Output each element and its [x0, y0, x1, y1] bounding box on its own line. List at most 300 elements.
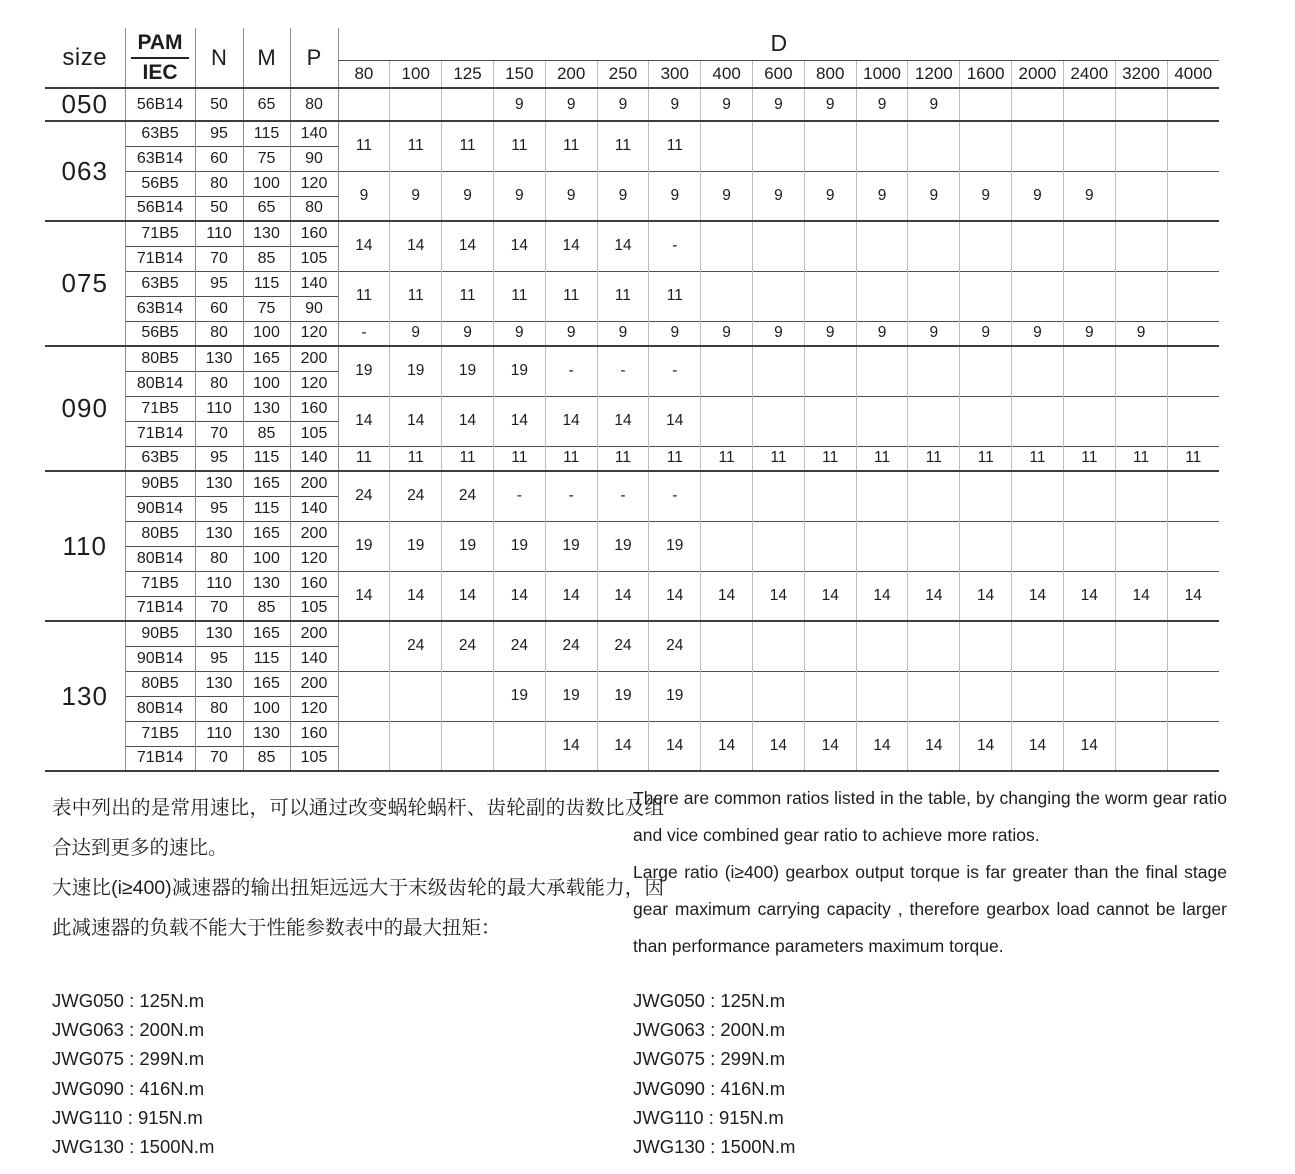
ratio-cell [804, 121, 856, 171]
ratio-cell [908, 471, 960, 521]
n-cell: 110 [195, 221, 243, 246]
ratio-cell: 19 [649, 671, 701, 721]
ratio-cell [1012, 271, 1064, 321]
ratio-cell: 19 [338, 346, 390, 396]
ratio-cell [1012, 521, 1064, 571]
ratio-cell: 14 [1115, 571, 1167, 621]
ratio-cell [1012, 621, 1064, 671]
ratio-cell [960, 88, 1012, 121]
d-column-header: 250 [597, 60, 649, 88]
ratio-cell: 9 [856, 171, 908, 221]
ratio-cell [1167, 121, 1219, 171]
col-header-d: D [338, 28, 1219, 60]
ratio-cell: 9 [597, 171, 649, 221]
n-cell: 60 [195, 296, 243, 321]
ratio-cell: 14 [753, 571, 805, 621]
ratio-cell: - [338, 321, 390, 346]
ratio-cell: 11 [908, 446, 960, 471]
d-column-header: 1600 [960, 60, 1012, 88]
ratio-cell: 14 [701, 571, 753, 621]
iec-label: IEC [142, 60, 178, 84]
ratio-cell: 14 [1167, 571, 1219, 621]
ratio-cell: 9 [960, 171, 1012, 221]
ratio-cell [390, 671, 442, 721]
m-cell: 130 [243, 721, 290, 746]
ratio-cell: 9 [908, 88, 960, 121]
p-cell: 105 [290, 421, 338, 446]
ratio-cell [960, 221, 1012, 271]
d-column-header: 300 [649, 60, 701, 88]
ratio-cell: 14 [390, 221, 442, 271]
table-row [45, 721, 1219, 746]
torque-item: JWG130 : 1500N.m [52, 1136, 215, 1158]
ratio-cell [1115, 88, 1167, 121]
ratio-cell: 11 [1115, 446, 1167, 471]
d-column-header: 100 [390, 60, 442, 88]
ratio-cell: 19 [442, 346, 494, 396]
iec-cell: 56B5 [125, 171, 195, 196]
n-cell: 95 [195, 646, 243, 671]
ratio-cell: 24 [442, 621, 494, 671]
ratio-cell [1012, 471, 1064, 521]
table-body [45, 88, 1219, 771]
ratio-cell [753, 471, 805, 521]
d-column-header: 800 [804, 60, 856, 88]
ratio-cell: 9 [701, 171, 753, 221]
size-group-label: 130 [45, 621, 125, 771]
ratio-cell: 11 [753, 446, 805, 471]
d-column-header: 400 [701, 60, 753, 88]
ratio-cell: 9 [753, 321, 805, 346]
ratio-cell: 9 [856, 88, 908, 121]
ratio-cell: 11 [804, 446, 856, 471]
ratio-cell [701, 221, 753, 271]
ratio-cell: 14 [545, 221, 597, 271]
ratio-cell: 9 [545, 88, 597, 121]
iec-cell: 71B14 [125, 596, 195, 621]
ratio-cell: 19 [493, 521, 545, 571]
ratio-cell [960, 346, 1012, 396]
n-cell: 80 [195, 696, 243, 721]
ratio-cell [1167, 521, 1219, 571]
ratio-cell: 14 [545, 396, 597, 446]
d-column-header: 4000 [1167, 60, 1219, 88]
ratio-cell: 11 [442, 446, 494, 471]
ratio-cell: 19 [649, 521, 701, 571]
size-group-label: 050 [45, 88, 125, 121]
ratio-cell [1063, 271, 1115, 321]
p-cell: 90 [290, 146, 338, 171]
torque-item: JWG110 : 915N.m [633, 1106, 784, 1128]
ratio-cell: 11 [649, 446, 701, 471]
m-cell: 115 [243, 271, 290, 296]
n-cell: 130 [195, 621, 243, 646]
ratio-cell [1012, 221, 1064, 271]
p-cell: 160 [290, 721, 338, 746]
iec-cell: 90B5 [125, 471, 195, 496]
m-cell: 115 [243, 121, 290, 146]
iec-cell: 71B14 [125, 746, 195, 771]
ratio-cell: 9 [804, 171, 856, 221]
ratio-cell [1115, 346, 1167, 396]
iec-cell: 63B14 [125, 146, 195, 171]
ratio-cell: - [597, 471, 649, 521]
ratio-cell: 11 [545, 271, 597, 321]
ratio-cell: 9 [338, 171, 390, 221]
d-column-header: 150 [493, 60, 545, 88]
ratio-cell: 11 [493, 446, 545, 471]
m-cell: 75 [243, 296, 290, 321]
n-cell: 130 [195, 471, 243, 496]
n-cell: 70 [195, 746, 243, 771]
ratio-cell [804, 621, 856, 671]
ratio-cell: 11 [442, 121, 494, 171]
n-cell: 70 [195, 246, 243, 271]
ratio-cell [701, 521, 753, 571]
n-cell: 80 [195, 371, 243, 396]
ratio-cell [1167, 396, 1219, 446]
m-cell: 165 [243, 346, 290, 371]
table-row [45, 521, 1219, 546]
n-cell: 50 [195, 196, 243, 221]
ratio-cell [960, 396, 1012, 446]
p-cell: 140 [290, 496, 338, 521]
ratio-cell [804, 671, 856, 721]
ratio-cell [701, 621, 753, 671]
col-header-p: P [290, 28, 338, 88]
ratio-cell: 11 [960, 446, 1012, 471]
ratio-cell: 11 [338, 446, 390, 471]
ratio-cell: 9 [804, 88, 856, 121]
ratio-cell [753, 121, 805, 171]
ratio-cell [908, 521, 960, 571]
p-cell: 200 [290, 346, 338, 371]
ratio-cell [960, 671, 1012, 721]
d-column-header: 1200 [908, 60, 960, 88]
ratio-cell: 9 [597, 88, 649, 121]
iec-cell: 63B14 [125, 296, 195, 321]
ratio-cell [1115, 471, 1167, 521]
ratio-cell [804, 471, 856, 521]
ratio-cell [1063, 521, 1115, 571]
m-cell: 85 [243, 746, 290, 771]
ratio-cell: 11 [338, 271, 390, 321]
p-cell: 140 [290, 446, 338, 471]
pam-iec-divider [131, 57, 189, 59]
size-group-label: 063 [45, 121, 125, 221]
ratio-cell [908, 396, 960, 446]
ratio-cell: 14 [390, 571, 442, 621]
table-row [45, 446, 1219, 471]
torque-item: JWG090 : 416N.m [633, 1077, 786, 1099]
m-cell: 100 [243, 371, 290, 396]
ratio-cell: 14 [338, 221, 390, 271]
m-cell: 85 [243, 246, 290, 271]
ratio-cell: 14 [597, 396, 649, 446]
ratio-cell: 9 [908, 321, 960, 346]
ratio-cell: 14 [442, 396, 494, 446]
ratio-cell: 14 [597, 721, 649, 771]
ratio-cell: 14 [908, 721, 960, 771]
size-group-label: 110 [45, 471, 125, 621]
iec-cell: 80B14 [125, 696, 195, 721]
ratio-cell [442, 721, 494, 771]
p-cell: 120 [290, 321, 338, 346]
ratio-cell: 11 [856, 446, 908, 471]
ratio-cell [1167, 88, 1219, 121]
n-cell: 80 [195, 321, 243, 346]
ratio-cell [804, 396, 856, 446]
ratio-cell [390, 88, 442, 121]
torque-item: JWG090 : 416N.m [52, 1077, 205, 1099]
ratio-cell [1063, 121, 1115, 171]
m-cell: 115 [243, 496, 290, 521]
ratio-cell [1012, 121, 1064, 171]
ratio-cell: 9 [493, 171, 545, 221]
ratio-spec-table [45, 28, 1219, 772]
ratio-cell [1167, 471, 1219, 521]
table-row [45, 171, 1219, 196]
ratio-cell [1063, 471, 1115, 521]
ratio-cell: 9 [597, 321, 649, 346]
n-cell: 50 [195, 88, 243, 121]
size-group-label: 090 [45, 346, 125, 471]
ratio-cell: 11 [597, 446, 649, 471]
ratio-cell [338, 671, 390, 721]
ratio-cell: 24 [597, 621, 649, 671]
ratio-cell [804, 521, 856, 571]
ratio-cell [1115, 396, 1167, 446]
ratio-cell [701, 346, 753, 396]
ratio-cell [856, 396, 908, 446]
ratio-cell [1115, 171, 1167, 221]
table-header [45, 28, 1219, 88]
ratio-cell: 14 [493, 571, 545, 621]
ratio-cell [390, 721, 442, 771]
ratio-cell: 19 [597, 521, 649, 571]
ratio-cell: 14 [597, 571, 649, 621]
ratio-cell [856, 271, 908, 321]
m-cell: 165 [243, 621, 290, 646]
ratio-cell: 14 [442, 571, 494, 621]
iec-cell: 80B14 [125, 546, 195, 571]
ratio-cell [1115, 271, 1167, 321]
ratio-cell [856, 221, 908, 271]
ratio-cell [1167, 221, 1219, 271]
ratio-cell: 11 [649, 271, 701, 321]
ratio-cell [1012, 396, 1064, 446]
p-cell: 160 [290, 396, 338, 421]
p-cell: 120 [290, 696, 338, 721]
ratio-cell: 24 [390, 621, 442, 671]
m-cell: 130 [243, 396, 290, 421]
ratio-cell: 9 [856, 321, 908, 346]
iec-cell: 56B5 [125, 321, 195, 346]
p-cell: 160 [290, 221, 338, 246]
ratio-cell: 9 [493, 88, 545, 121]
table-row [45, 271, 1219, 296]
m-cell: 85 [243, 421, 290, 446]
ratio-cell [701, 471, 753, 521]
m-cell: 100 [243, 546, 290, 571]
table-row [45, 88, 1219, 121]
torque-item: JWG075 : 299N.m [633, 1048, 786, 1070]
n-cell: 110 [195, 571, 243, 596]
m-cell: 130 [243, 221, 290, 246]
ratio-cell [1115, 671, 1167, 721]
ratio-cell: 11 [493, 121, 545, 171]
m-cell: 115 [243, 646, 290, 671]
ratio-cell [338, 88, 390, 121]
pam-label: PAM [137, 31, 183, 55]
ratio-cell: 9 [493, 321, 545, 346]
ratio-cell: 11 [442, 271, 494, 321]
note-en-paragraph: There are common ratios listed in the table, by changing the worm gear ratio and vice combined gear ratio to achieve more ratios. [633, 788, 1227, 845]
d-column-header: 200 [545, 60, 597, 88]
ratio-cell: 14 [1063, 571, 1115, 621]
col-header-size: size [62, 43, 108, 71]
ratio-cell [753, 221, 805, 271]
ratio-cell: 9 [545, 321, 597, 346]
ratio-cell [753, 671, 805, 721]
iec-cell: 71B5 [125, 396, 195, 421]
ratio-cell: 9 [649, 88, 701, 121]
ratio-cell [1167, 171, 1219, 221]
m-cell: 100 [243, 171, 290, 196]
table-row [45, 221, 1219, 246]
ratio-cell: 11 [597, 121, 649, 171]
ratio-cell: 24 [390, 471, 442, 521]
ratio-cell: 14 [856, 721, 908, 771]
table-row [45, 321, 1219, 346]
m-cell: 130 [243, 571, 290, 596]
table-row [45, 396, 1219, 421]
ratio-cell: - [649, 471, 701, 521]
iec-cell: 63B5 [125, 271, 195, 296]
ratio-cell: 14 [1012, 571, 1064, 621]
p-cell: 120 [290, 371, 338, 396]
ratio-cell [1115, 221, 1167, 271]
col-header-n: N [195, 28, 243, 88]
table-row [45, 121, 1219, 146]
p-cell: 105 [290, 246, 338, 271]
n-cell: 95 [195, 121, 243, 146]
p-cell: 200 [290, 521, 338, 546]
ratio-cell [856, 346, 908, 396]
note-en-paragraph: Large ratio (i≥400) gearbox output torque is far greater than the final stage gear maximum carrying capacity , therefore gearbox load cannot be larger than performance parameters maximum torque. [633, 862, 1227, 956]
ratio-cell [753, 346, 805, 396]
m-cell: 65 [243, 196, 290, 221]
torque-list-left [52, 986, 214, 1161]
ratio-cell: 19 [545, 671, 597, 721]
n-cell: 80 [195, 546, 243, 571]
n-cell: 95 [195, 496, 243, 521]
ratio-cell: 24 [442, 471, 494, 521]
p-cell: 200 [290, 671, 338, 696]
torque-item: JWG063 : 200N.m [52, 1019, 205, 1041]
m-cell: 100 [243, 321, 290, 346]
m-cell: 85 [243, 596, 290, 621]
ratio-cell: 14 [442, 221, 494, 271]
ratio-cell: 11 [390, 121, 442, 171]
ratio-cell [753, 621, 805, 671]
ratio-cell: 14 [804, 721, 856, 771]
ratio-cell: 9 [545, 171, 597, 221]
ratio-cell [856, 621, 908, 671]
ratio-cell: 11 [545, 121, 597, 171]
ratio-cell: - [545, 346, 597, 396]
ratio-cell: 14 [804, 571, 856, 621]
iec-cell: 71B5 [125, 721, 195, 746]
ratio-cell: 14 [597, 221, 649, 271]
p-cell: 120 [290, 546, 338, 571]
ratio-cell: 11 [1012, 446, 1064, 471]
ratio-cell: 24 [545, 621, 597, 671]
iec-cell: 71B14 [125, 421, 195, 446]
ratio-cell [1167, 671, 1219, 721]
ratio-cell [1115, 521, 1167, 571]
d-column-header: 125 [442, 60, 494, 88]
ratio-cell [960, 621, 1012, 671]
ratio-cell: 19 [338, 521, 390, 571]
note-cn-paragraph: 大速比(i≥400)减速器的输出扭矩远远大于末级齿轮的最大承载能力，因此减速器的负载不能大于性能参数表中的最大扭矩： [52, 877, 664, 939]
ratio-cell: 24 [338, 471, 390, 521]
iec-cell: 80B5 [125, 346, 195, 371]
ratio-cell [1063, 621, 1115, 671]
d-column-header: 1000 [856, 60, 908, 88]
ratio-cell: 9 [804, 321, 856, 346]
d-column-header: 3200 [1115, 60, 1167, 88]
n-cell: 130 [195, 346, 243, 371]
ratio-cell: 19 [442, 521, 494, 571]
ratio-cell: 11 [493, 271, 545, 321]
iec-cell: 63B5 [125, 446, 195, 471]
p-cell: 80 [290, 88, 338, 121]
ratio-cell [338, 621, 390, 671]
n-cell: 60 [195, 146, 243, 171]
iec-cell: 80B5 [125, 521, 195, 546]
ratio-cell [1167, 271, 1219, 321]
m-cell: 100 [243, 696, 290, 721]
p-cell: 140 [290, 271, 338, 296]
iec-cell: 63B5 [125, 121, 195, 146]
n-cell: 130 [195, 671, 243, 696]
ratio-cell [701, 396, 753, 446]
m-cell: 75 [243, 146, 290, 171]
iec-cell: 71B5 [125, 571, 195, 596]
note-english [633, 780, 1227, 965]
n-cell: 80 [195, 171, 243, 196]
iec-cell: 90B5 [125, 621, 195, 646]
torque-list-right [633, 986, 795, 1161]
ratio-cell [960, 471, 1012, 521]
ratio-cell: - [649, 221, 701, 271]
ratio-cell: 9 [442, 171, 494, 221]
ratio-cell: 9 [960, 321, 1012, 346]
ratio-cell: - [597, 346, 649, 396]
torque-item: JWG050 : 125N.m [633, 990, 786, 1011]
p-cell: 105 [290, 746, 338, 771]
ratio-cell: 9 [1115, 321, 1167, 346]
ratio-cell [1167, 346, 1219, 396]
ratio-cell: 9 [701, 88, 753, 121]
ratio-cell [1063, 396, 1115, 446]
ratio-cell: 11 [545, 446, 597, 471]
torque-item: JWG110 : 915N.m [52, 1106, 203, 1128]
p-cell: 105 [290, 596, 338, 621]
ratio-cell [908, 346, 960, 396]
ratio-cell: 14 [753, 721, 805, 771]
